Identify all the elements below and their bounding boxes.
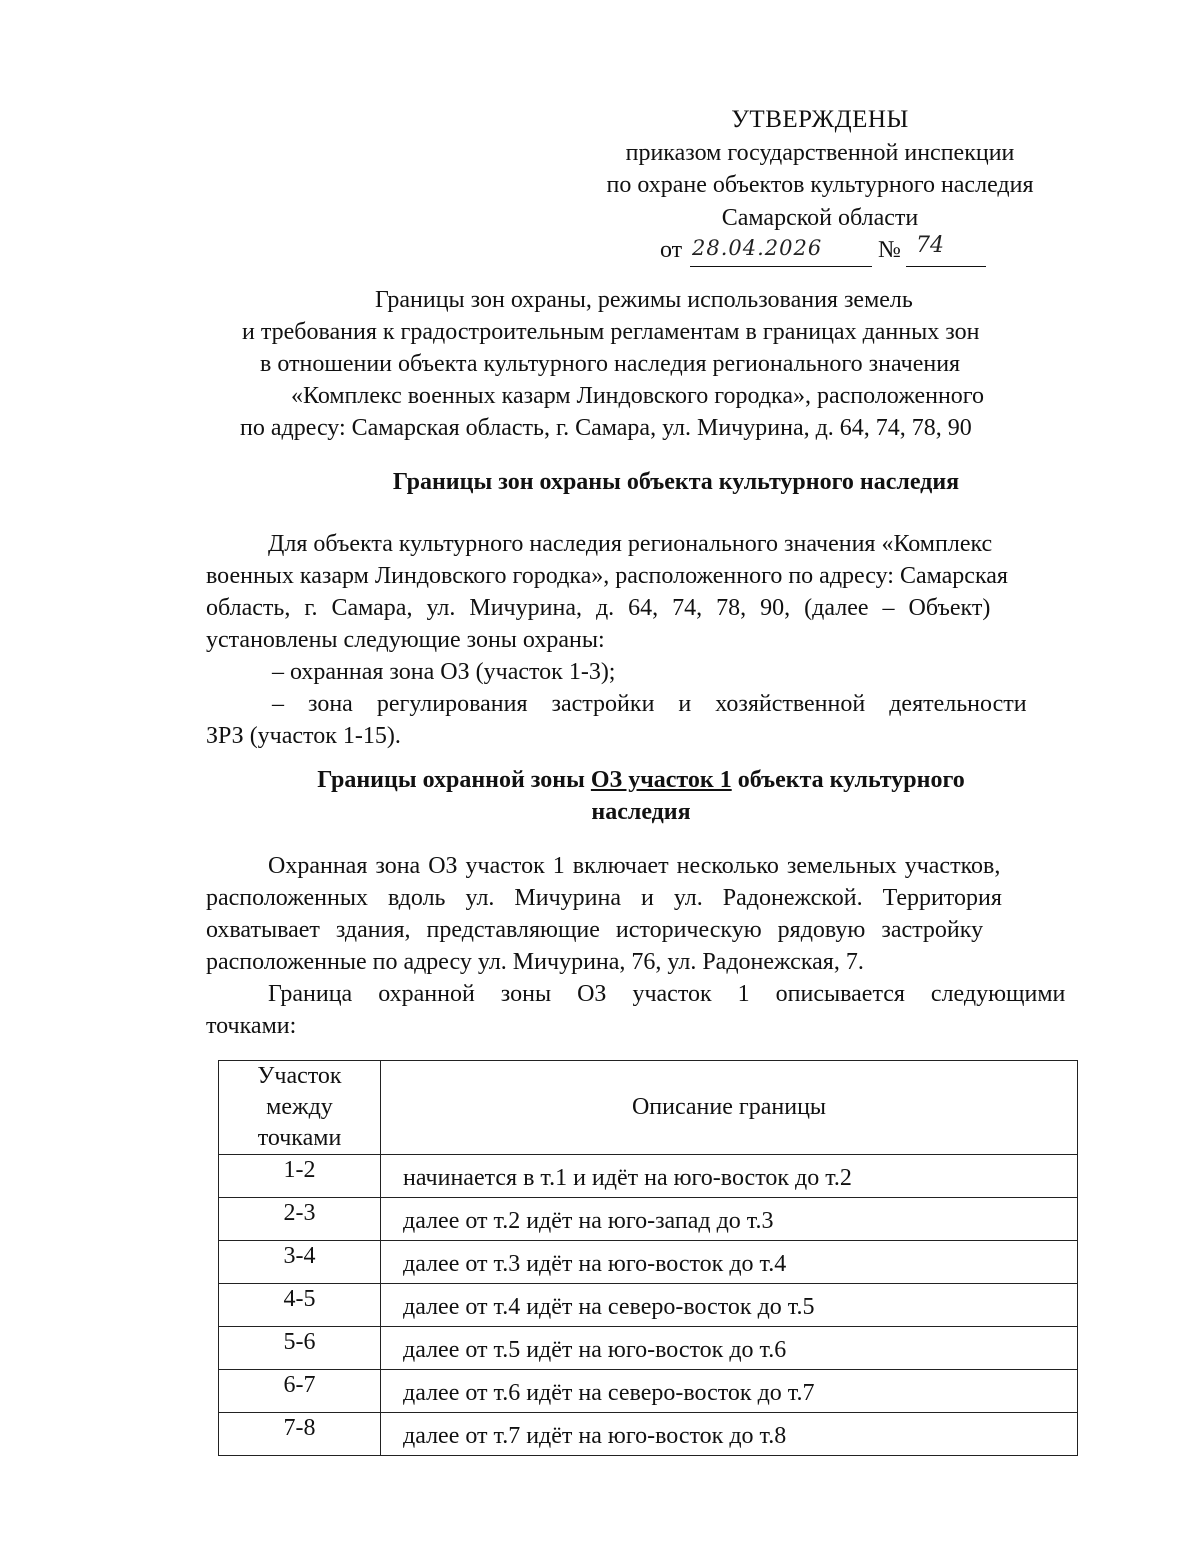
section2-heading [206, 764, 1076, 828]
document-title [200, 284, 1100, 444]
approval-line-1: приказом государственной инспекции [625, 139, 1015, 166]
table-row [219, 1327, 1078, 1370]
section1-para-line-1: Для объекта культурного наследия регионального значения «Комплекс [268, 531, 993, 557]
date-field [690, 234, 872, 267]
segment-cell: 5-6 [219, 1327, 381, 1370]
date-prefix: от [660, 237, 683, 263]
title-line-4: «Комплекс военных казарм Линдовского городка», расположенного [291, 383, 985, 409]
segment-cell: 2-3 [219, 1198, 381, 1241]
section1-para-line-3: область, г. Самара, ул. Мичурина, д. 64, 74, 78, 90, (далее – Объект) [206, 595, 991, 621]
segment-cell: 6-7 [219, 1370, 381, 1413]
section2-para-line-3: охватывает здания, представляющие историческую рядовую застройку [206, 917, 984, 943]
title-line-5: по адресу: Самарская область, г. Самара, ул. Мичурина, д. 64, 74, 78, 90 [240, 415, 972, 441]
table-row [219, 1155, 1078, 1198]
description-cell: начинается в т.1 и идёт на юго-восток до т.2 [381, 1155, 1078, 1198]
section2-heading-line-2: наследия [591, 799, 691, 825]
title-line-1: Границы зон охраны, режимы использования земель [375, 287, 913, 313]
section2-para2-line-2: точками: [206, 1013, 297, 1039]
segment-cell: 3-4 [219, 1241, 381, 1284]
section2-heading-line-1: Границы охранной зоны ОЗ участок 1 объекта культурного [317, 767, 965, 793]
zone-list-item-2-line-2: ЗРЗ (участок 1-15). [206, 723, 401, 749]
section2-heading-underlined: ОЗ участок 1 [590, 767, 732, 793]
approval-date-line [560, 234, 1080, 268]
zone-list-item-1: – охранная зона ОЗ (участок 1-3); [272, 659, 616, 685]
table-row [219, 1284, 1078, 1327]
table-row [219, 1241, 1078, 1284]
section2-para-line-4: расположенные по адресу ул. Мичурина, 76, ул. Радонежская, 7. [206, 949, 864, 975]
section1-heading: Границы зон охраны объекта культурного наследия [392, 469, 960, 495]
date-value: 28.04.2026 [692, 236, 823, 260]
table-row [219, 1198, 1078, 1241]
section1-paragraph [206, 528, 1076, 752]
title-line-3: в отношении объекта культурного наследия регионального значения [260, 351, 961, 377]
description-cell: далее от т.4 идёт на северо-восток до т.5 [381, 1284, 1078, 1327]
description-cell: далее от т.3 идёт на юго-восток до т.4 [381, 1241, 1078, 1284]
table-header-row [219, 1061, 1078, 1155]
table-row [219, 1413, 1078, 1456]
segment-cell: 4-5 [219, 1284, 381, 1327]
header-segment: Участок между точками [219, 1061, 381, 1155]
number-value: 74 [916, 233, 944, 258]
description-cell: далее от т.2 идёт на юго-запад до т.3 [381, 1198, 1078, 1241]
section2-para-line-2: расположенных вдоль ул. Мичурина и ул. Радонежской. Территория [206, 885, 1002, 911]
table-row [219, 1370, 1078, 1413]
segment-cell: 7-8 [219, 1413, 381, 1456]
description-cell: далее от т.6 идёт на северо-восток до т.7 [381, 1370, 1078, 1413]
number-field [906, 234, 986, 267]
number-prefix: № [878, 237, 901, 263]
approval-line-3: Самарской области [721, 204, 919, 231]
approval-line-2: по охране объектов культурного наследия [606, 172, 1034, 198]
boundary-table [218, 1060, 1078, 1456]
title-line-2: и требования к градостроительным регламентам в границах данных зон [242, 319, 980, 345]
zone-list-item-2-line-1: – зона регулирования застройки и хозяйственной деятельности [272, 691, 1027, 717]
segment-cell: 1-2 [219, 1155, 381, 1198]
section1-para-line-2: военных казарм Линдовского городка», расположенного по адресу: Самарская [206, 563, 1008, 589]
section1-para-line-4: установлены следующие зоны охраны: [206, 627, 605, 653]
header-description: Описание границы [381, 1061, 1078, 1155]
approval-block [560, 104, 1080, 268]
section2-para-line-1: Охранная зона ОЗ участок 1 включает несколько земельных участков, [268, 853, 1001, 879]
approval-heading: УТВЕРЖДЕНЫ [731, 106, 909, 133]
description-cell: далее от т.5 идёт на юго-восток до т.6 [381, 1327, 1078, 1370]
section2-para2-line-1: Граница охранной зоны ОЗ участок 1 описывается следующими [268, 981, 1066, 1007]
section2-paragraph [206, 850, 1076, 1042]
description-cell: далее от т.7 идёт на юго-восток до т.8 [381, 1413, 1078, 1456]
